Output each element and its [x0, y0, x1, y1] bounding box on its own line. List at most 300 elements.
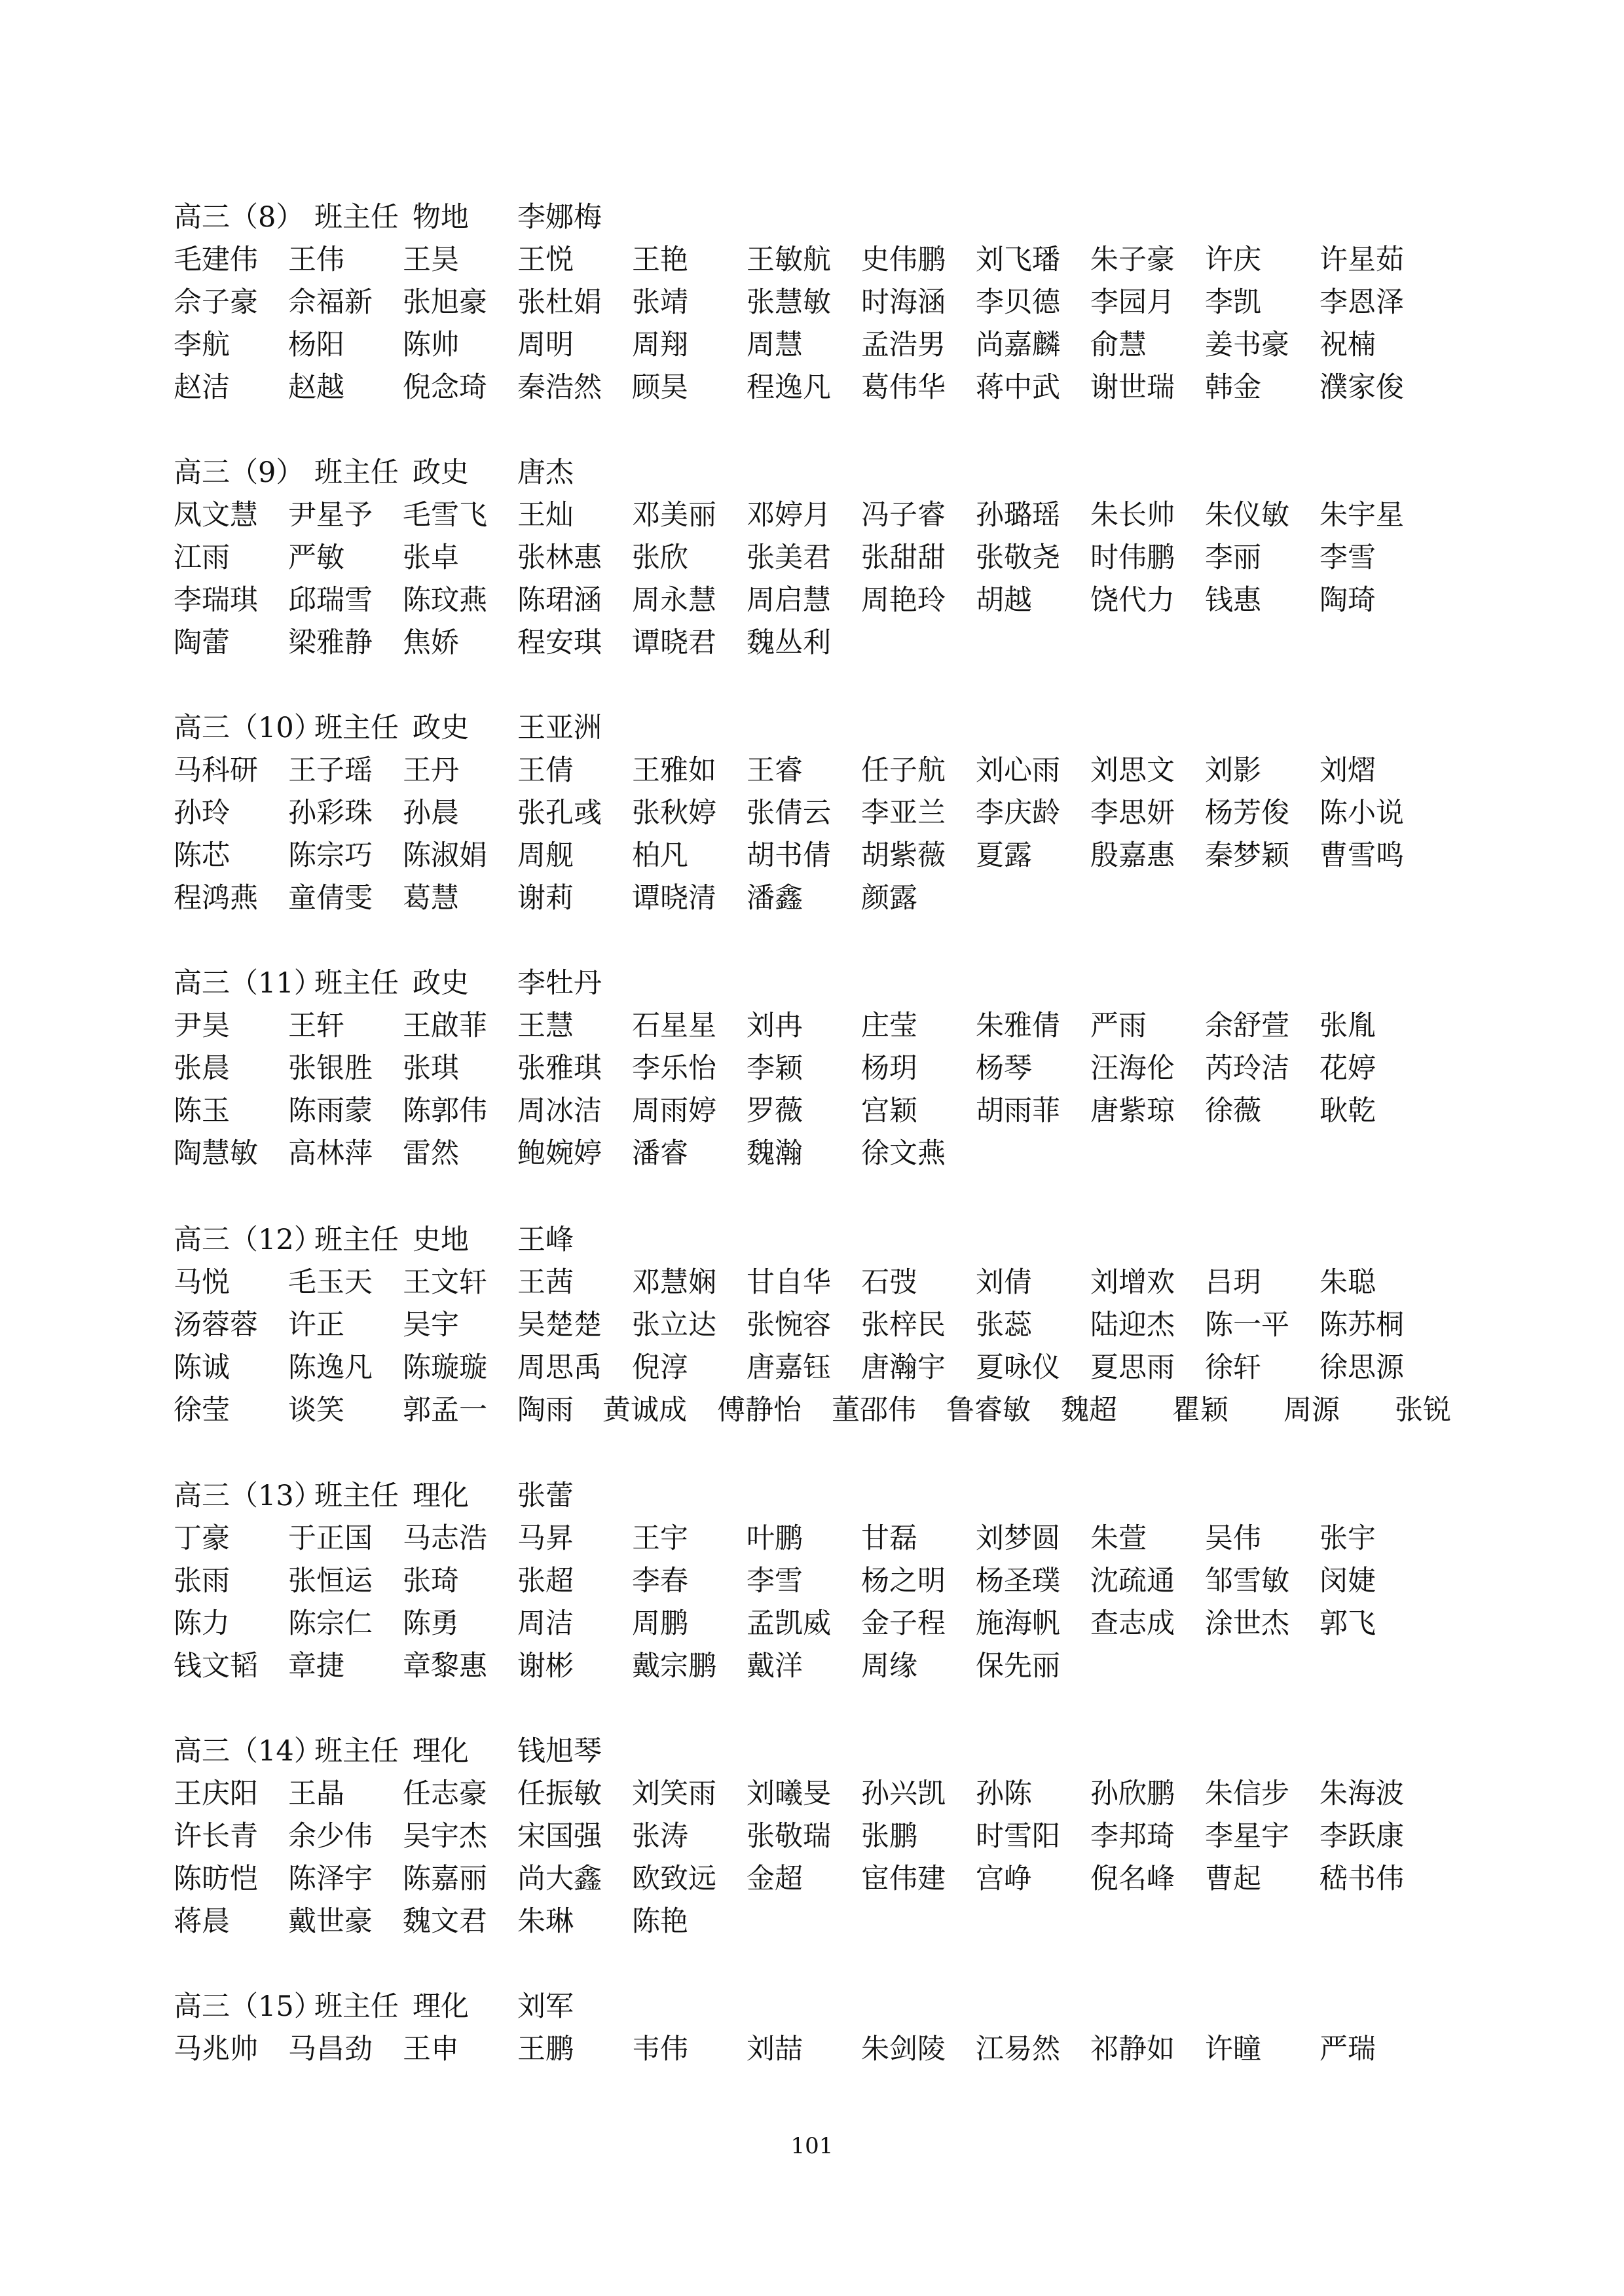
student-name: 丁豪 — [174, 1522, 230, 1555]
student-name: 张卓 — [403, 541, 459, 574]
student-name: 陈郭伟 — [403, 1095, 487, 1127]
student-name: 韩金 — [1205, 371, 1261, 404]
student-name: 王雅如 — [632, 754, 716, 787]
student-name: 刘喆 — [747, 2033, 803, 2066]
student-row — [174, 239, 1457, 282]
student-name: 邱瑞雪 — [288, 584, 373, 617]
student-name-grid — [174, 494, 1457, 665]
student-name: 郭孟一 — [403, 1394, 487, 1427]
student-name: 王慧 — [517, 1010, 574, 1042]
student-name: 宫颖 — [861, 1095, 917, 1127]
student-row — [174, 792, 1457, 835]
homeroom-teacher-label: 班主任 — [314, 1990, 399, 2023]
student-name: 秦梦颖 — [1205, 839, 1289, 872]
student-name: 夏咏仪 — [976, 1351, 1060, 1384]
student-name: 尚大鑫 — [517, 1863, 602, 1895]
student-name: 时海涵 — [861, 286, 946, 319]
student-name: 陶雨 — [517, 1394, 574, 1427]
student-name: 陈昉恺 — [174, 1863, 258, 1895]
class-section — [174, 196, 1457, 409]
class-section — [174, 1219, 1457, 1432]
student-row — [174, 324, 1457, 367]
student-name: 朱子豪 — [1090, 244, 1175, 276]
student-name: 宋国强 — [517, 1820, 602, 1853]
class-header — [174, 452, 1457, 494]
class-section — [174, 707, 1457, 920]
student-name: 吴宇 — [403, 1309, 459, 1341]
student-name: 蒋中武 — [976, 371, 1060, 404]
student-name: 谢彬 — [517, 1650, 574, 1683]
student-name: 尹星予 — [288, 499, 373, 532]
student-name: 倪念琦 — [403, 371, 487, 404]
student-name: 叶鹏 — [747, 1522, 803, 1555]
student-name: 孙彩珠 — [288, 797, 373, 829]
student-name: 张美君 — [747, 541, 831, 574]
student-name: 邓慧娴 — [632, 1266, 716, 1299]
student-name: 罗薇 — [747, 1095, 803, 1127]
student-name-grid — [174, 1262, 1457, 1432]
teacher-name: 王峰 — [517, 1224, 574, 1256]
student-row — [174, 1858, 1457, 1901]
student-name: 张蕊 — [976, 1309, 1032, 1341]
student-name: 金子程 — [861, 1607, 946, 1640]
student-name: 嵇书伟 — [1320, 1863, 1404, 1895]
student-name: 周鹏 — [632, 1607, 688, 1640]
student-name: 章黎惠 — [403, 1650, 487, 1683]
student-name: 李亚兰 — [861, 797, 946, 829]
class-name: 高三（12） — [174, 1224, 322, 1256]
student-name: 许庆 — [1205, 244, 1261, 276]
subject-combination: 政史 — [413, 456, 469, 489]
student-name: 王茜 — [517, 1266, 574, 1299]
student-row — [174, 1304, 1457, 1347]
student-name: 张胤 — [1320, 1010, 1376, 1042]
student-name: 朱雅倩 — [976, 1010, 1060, 1042]
student-name: 陈玉 — [174, 1095, 230, 1127]
homeroom-teacher-label: 班主任 — [314, 201, 399, 234]
student-name: 严雨 — [1090, 1010, 1147, 1042]
student-name: 严瑞 — [1320, 2033, 1376, 2066]
student-name: 俞慧 — [1090, 329, 1147, 361]
student-name: 陈一平 — [1205, 1309, 1289, 1341]
class-name: 高三（11） — [174, 967, 322, 1000]
student-name: 马昌劲 — [288, 2033, 373, 2066]
student-name: 佘子豪 — [174, 286, 258, 319]
student-name-grid — [174, 750, 1457, 920]
student-name: 陈苏桐 — [1320, 1309, 1404, 1341]
student-name: 姜书豪 — [1205, 329, 1289, 361]
student-name: 陈逸凡 — [288, 1351, 373, 1384]
homeroom-teacher-label: 班主任 — [314, 1224, 399, 1256]
student-name: 杨玥 — [861, 1052, 917, 1085]
student-name: 周启慧 — [747, 584, 831, 617]
student-row — [174, 1815, 1457, 1858]
student-name: 王丹 — [403, 754, 459, 787]
student-name: 周雨婷 — [632, 1095, 716, 1127]
class-header — [174, 707, 1457, 750]
student-name: 赵洁 — [174, 371, 230, 404]
student-name: 耿乾 — [1320, 1095, 1376, 1127]
student-name: 童倩雯 — [288, 882, 373, 915]
student-name: 倪淳 — [632, 1351, 688, 1384]
student-name: 周思禹 — [517, 1351, 602, 1384]
student-name: 徐莹 — [174, 1394, 230, 1427]
student-name: 江雨 — [174, 541, 230, 574]
student-name: 李雪 — [1320, 541, 1376, 574]
student-name: 陈璇璇 — [403, 1351, 487, 1384]
student-name: 章捷 — [288, 1650, 344, 1683]
student-name: 汪海伦 — [1090, 1052, 1175, 1085]
student-name: 刘飞璠 — [976, 244, 1060, 276]
student-name: 庄莹 — [861, 1010, 917, 1042]
student-name: 张恒运 — [288, 1565, 373, 1597]
student-row — [174, 622, 1457, 665]
student-row — [174, 579, 1457, 622]
student-name: 陈嘉丽 — [403, 1863, 487, 1895]
student-name: 许正 — [288, 1309, 344, 1341]
student-name: 张立达 — [632, 1309, 716, 1341]
student-name-grid — [174, 1518, 1457, 1688]
student-name: 张慧敏 — [747, 286, 831, 319]
teacher-name: 张蕾 — [517, 1480, 574, 1512]
student-name: 马兆帅 — [174, 2033, 258, 2066]
student-name: 王睿 — [747, 754, 803, 787]
student-row — [174, 1560, 1457, 1603]
class-name: 高三（10） — [174, 712, 322, 744]
student-name: 芮玲洁 — [1205, 1052, 1289, 1085]
student-row — [174, 367, 1457, 409]
student-name: 陈芯 — [174, 839, 230, 872]
student-name: 魏瀚 — [747, 1137, 803, 1170]
student-name: 刘增欢 — [1090, 1266, 1175, 1299]
student-name: 宫峥 — [976, 1863, 1032, 1895]
student-name: 蒋晨 — [174, 1905, 230, 1938]
student-name-grid — [174, 2028, 1457, 2071]
page-number: 101 — [790, 2133, 834, 2159]
student-name: 许星茹 — [1320, 244, 1404, 276]
student-name: 杨阳 — [288, 329, 344, 361]
student-name: 周冰洁 — [517, 1095, 602, 1127]
student-name: 王鹏 — [517, 2033, 574, 2066]
teacher-name: 唐杰 — [517, 456, 574, 489]
student-name: 葛伟华 — [861, 371, 946, 404]
student-name: 程逸凡 — [747, 371, 831, 404]
student-name: 陈诚 — [174, 1351, 230, 1384]
student-name: 谢莉 — [517, 882, 574, 915]
student-name: 陈宗巧 — [288, 839, 373, 872]
student-name: 石星星 — [632, 1010, 716, 1042]
class-section — [174, 1475, 1457, 1688]
student-name: 董邵伟 — [832, 1394, 916, 1427]
teacher-name: 钱旭琴 — [517, 1735, 602, 1768]
student-name: 周明 — [517, 329, 574, 361]
student-name: 刘思文 — [1090, 754, 1175, 787]
student-name: 毛玉天 — [288, 1266, 373, 1299]
student-name: 任子航 — [861, 754, 946, 787]
student-name: 梁雅静 — [288, 627, 373, 659]
student-name: 谈笑 — [288, 1394, 344, 1427]
student-name-grid — [174, 1773, 1457, 1943]
student-name: 闵婕 — [1320, 1565, 1376, 1597]
subject-combination: 理化 — [413, 1735, 469, 1768]
student-name: 朱聪 — [1320, 1266, 1376, 1299]
student-name: 程安琪 — [517, 627, 602, 659]
student-row — [174, 1005, 1457, 1048]
student-row — [174, 537, 1457, 579]
student-name: 许长青 — [174, 1820, 258, 1853]
student-name: 花婷 — [1320, 1052, 1376, 1085]
student-name: 顾昊 — [632, 371, 688, 404]
student-name: 杨圣璞 — [976, 1565, 1060, 1597]
student-name: 王庆阳 — [174, 1777, 258, 1810]
student-name: 李星宇 — [1205, 1820, 1289, 1853]
student-name: 徐思源 — [1320, 1351, 1404, 1384]
student-name: 于正国 — [288, 1522, 373, 1555]
student-name: 戴宗鹏 — [632, 1650, 716, 1683]
student-name: 马科研 — [174, 754, 258, 787]
subject-combination: 政史 — [413, 712, 469, 744]
student-name: 赵越 — [288, 371, 344, 404]
teacher-name: 刘军 — [517, 1990, 574, 2023]
student-name: 周艳玲 — [861, 584, 946, 617]
student-name: 刘曦旻 — [747, 1777, 831, 1810]
student-name: 陈小说 — [1320, 797, 1404, 829]
class-header — [174, 1475, 1457, 1518]
student-row — [174, 750, 1457, 792]
student-name: 张宇 — [1320, 1522, 1376, 1555]
student-name: 魏文君 — [403, 1905, 487, 1938]
student-name: 涂世杰 — [1205, 1607, 1289, 1640]
student-name: 任志豪 — [403, 1777, 487, 1810]
student-name: 尚嘉麟 — [976, 329, 1060, 361]
student-name: 毛建伟 — [174, 244, 258, 276]
student-name: 唐嘉钰 — [747, 1351, 831, 1384]
student-name: 陈泽宇 — [288, 1863, 373, 1895]
student-name: 张靖 — [632, 286, 688, 319]
student-name: 戴洋 — [747, 1650, 803, 1683]
student-name: 程鸿燕 — [174, 882, 258, 915]
student-row — [174, 282, 1457, 324]
student-name: 陶琦 — [1320, 584, 1376, 617]
student-name: 许瞳 — [1205, 2033, 1261, 2066]
student-name: 周源 — [1283, 1394, 1340, 1427]
student-name: 朱剑陵 — [861, 2033, 946, 2066]
subject-combination: 理化 — [413, 1480, 469, 1512]
homeroom-teacher-label: 班主任 — [314, 1735, 399, 1768]
student-name: 唐紫琼 — [1090, 1095, 1175, 1127]
student-name: 张孔彧 — [517, 797, 602, 829]
class-header — [174, 1730, 1457, 1773]
student-name: 冯子睿 — [861, 499, 946, 532]
student-name: 王悦 — [517, 244, 574, 276]
student-name: 李恩泽 — [1320, 286, 1404, 319]
student-name: 徐文燕 — [861, 1137, 946, 1170]
student-row — [174, 1518, 1457, 1560]
class-header — [174, 1986, 1457, 2028]
student-name: 潘睿 — [632, 1137, 688, 1170]
student-name: 陶慧敏 — [174, 1137, 258, 1170]
student-name: 周舰 — [517, 839, 574, 872]
student-name: 张锐 — [1395, 1394, 1451, 1427]
student-name: 孙玲 — [174, 797, 230, 829]
student-name: 甘磊 — [861, 1522, 917, 1555]
student-name: 朱琳 — [517, 1905, 574, 1938]
student-row — [174, 1645, 1457, 1688]
student-name: 严敏 — [288, 541, 344, 574]
student-name: 张欣 — [632, 541, 688, 574]
student-name: 王文轩 — [403, 1266, 487, 1299]
student-name: 李庆龄 — [976, 797, 1060, 829]
student-name: 张涛 — [632, 1820, 688, 1853]
student-name: 李丽 — [1205, 541, 1261, 574]
student-name: 孟浩男 — [861, 329, 946, 361]
class-name: 高三（13） — [174, 1480, 322, 1512]
student-name: 秦浩然 — [517, 371, 602, 404]
student-row — [174, 1603, 1457, 1645]
student-name: 唐瀚宇 — [861, 1351, 946, 1384]
student-name: 徐轩 — [1205, 1351, 1261, 1384]
student-name: 李贝德 — [976, 286, 1060, 319]
student-name: 黄诚成 — [602, 1394, 687, 1427]
student-name: 朱长帅 — [1090, 499, 1175, 532]
homeroom-teacher-label: 班主任 — [314, 712, 399, 744]
student-name: 周翔 — [632, 329, 688, 361]
student-name: 李园月 — [1090, 286, 1175, 319]
student-name: 谭晓清 — [632, 882, 716, 915]
student-name: 王晶 — [288, 1777, 344, 1810]
student-name: 孙兴凯 — [861, 1777, 946, 1810]
student-name: 陈玟燕 — [403, 584, 487, 617]
student-name: 殷嘉惠 — [1090, 839, 1175, 872]
student-name: 李雪 — [747, 1565, 803, 1597]
student-name: 朱萱 — [1090, 1522, 1147, 1555]
class-name: 高三（9） — [174, 456, 304, 489]
student-name: 石弢 — [861, 1266, 917, 1299]
class-section — [174, 452, 1457, 665]
class-header — [174, 962, 1457, 1005]
student-name: 张银胜 — [288, 1052, 373, 1085]
student-name: 朱宇星 — [1320, 499, 1404, 532]
student-name: 柏凡 — [632, 839, 688, 872]
student-name: 王子瑶 — [288, 754, 373, 787]
student-name: 鲁睿敏 — [946, 1394, 1031, 1427]
student-name: 刘梦圆 — [976, 1522, 1060, 1555]
student-name: 邓美丽 — [632, 499, 716, 532]
student-name: 刘笑雨 — [632, 1777, 716, 1810]
student-name: 张旭豪 — [403, 286, 487, 319]
student-name: 朱仪敏 — [1205, 499, 1289, 532]
student-name: 刘影 — [1205, 754, 1261, 787]
student-name: 夏思雨 — [1090, 1351, 1175, 1384]
student-name: 王昊 — [403, 244, 459, 276]
student-name: 戴世豪 — [288, 1905, 373, 1938]
student-name: 夏露 — [976, 839, 1032, 872]
student-name: 胡书倩 — [747, 839, 831, 872]
student-name: 王艳 — [632, 244, 688, 276]
student-name: 祁静如 — [1090, 2033, 1175, 2066]
student-name: 王啟菲 — [403, 1010, 487, 1042]
student-name: 时伟鹏 — [1090, 541, 1175, 574]
student-name: 李邦琦 — [1090, 1820, 1175, 1853]
student-name: 濮家俊 — [1320, 371, 1404, 404]
student-name: 王轩 — [288, 1010, 344, 1042]
student-name: 陈勇 — [403, 1607, 459, 1640]
student-name: 瞿颖 — [1172, 1394, 1228, 1427]
student-name: 孟凯威 — [747, 1607, 831, 1640]
student-name: 保先丽 — [976, 1650, 1060, 1683]
student-name: 毛雪飞 — [403, 499, 487, 532]
student-name: 饶代力 — [1090, 584, 1175, 617]
student-name: 张梓民 — [861, 1309, 946, 1341]
student-name: 孙陈 — [976, 1777, 1032, 1810]
student-row — [174, 2028, 1457, 2071]
student-name: 葛慧 — [403, 882, 459, 915]
student-name: 李春 — [632, 1565, 688, 1597]
student-name: 王宇 — [632, 1522, 688, 1555]
student-name: 鲍婉婷 — [517, 1137, 602, 1170]
student-name: 佘福新 — [288, 286, 373, 319]
student-name: 王敏航 — [747, 244, 831, 276]
student-name: 吴宇杰 — [403, 1820, 487, 1853]
subject-combination: 史地 — [413, 1224, 469, 1256]
student-name: 江易然 — [976, 2033, 1060, 2066]
class-header — [174, 1219, 1457, 1262]
student-name: 邹雪敏 — [1205, 1565, 1289, 1597]
student-name: 胡雨菲 — [976, 1095, 1060, 1127]
student-name: 陈宗仁 — [288, 1607, 373, 1640]
student-name: 李瑞琪 — [174, 584, 258, 617]
student-row — [174, 1389, 1457, 1432]
student-name-grid — [174, 239, 1457, 409]
student-name: 张雨 — [174, 1565, 230, 1597]
student-name: 陈淑娟 — [403, 839, 487, 872]
student-name: 张敬尧 — [976, 541, 1060, 574]
student-name: 魏超 — [1061, 1394, 1117, 1427]
student-name: 邓婷月 — [747, 499, 831, 532]
student-name: 张甜甜 — [861, 541, 946, 574]
student-name: 焦娇 — [403, 627, 459, 659]
student-row — [174, 494, 1457, 537]
student-row — [174, 1048, 1457, 1090]
student-name: 张倩云 — [747, 797, 831, 829]
student-name: 张琪 — [403, 1052, 459, 1085]
student-name: 陈珺涵 — [517, 584, 602, 617]
student-name: 李乐怡 — [632, 1052, 716, 1085]
student-name: 刘倩 — [976, 1266, 1032, 1299]
student-name: 孙璐瑶 — [976, 499, 1060, 532]
student-name: 张鹏 — [861, 1820, 917, 1853]
student-name: 胡紫薇 — [861, 839, 946, 872]
class-name: 高三（14） — [174, 1735, 322, 1768]
student-name: 雷然 — [403, 1137, 459, 1170]
student-name: 曹起 — [1205, 1863, 1261, 1895]
student-name: 孙欣鹏 — [1090, 1777, 1175, 1810]
student-name: 徐薇 — [1205, 1095, 1261, 1127]
student-name: 张雅琪 — [517, 1052, 602, 1085]
student-row — [174, 877, 1457, 920]
student-name: 张超 — [517, 1565, 574, 1597]
student-name: 余舒萱 — [1205, 1010, 1289, 1042]
student-name: 马志浩 — [403, 1522, 487, 1555]
student-name: 汤蓉蓉 — [174, 1309, 258, 1341]
student-name: 吴楚楚 — [517, 1309, 602, 1341]
student-name: 张秋婷 — [632, 797, 716, 829]
student-name: 李凯 — [1205, 286, 1261, 319]
homeroom-teacher-label: 班主任 — [314, 1480, 399, 1512]
student-name: 杨琴 — [976, 1052, 1032, 1085]
student-name: 杨芳俊 — [1205, 797, 1289, 829]
class-section — [174, 962, 1457, 1175]
